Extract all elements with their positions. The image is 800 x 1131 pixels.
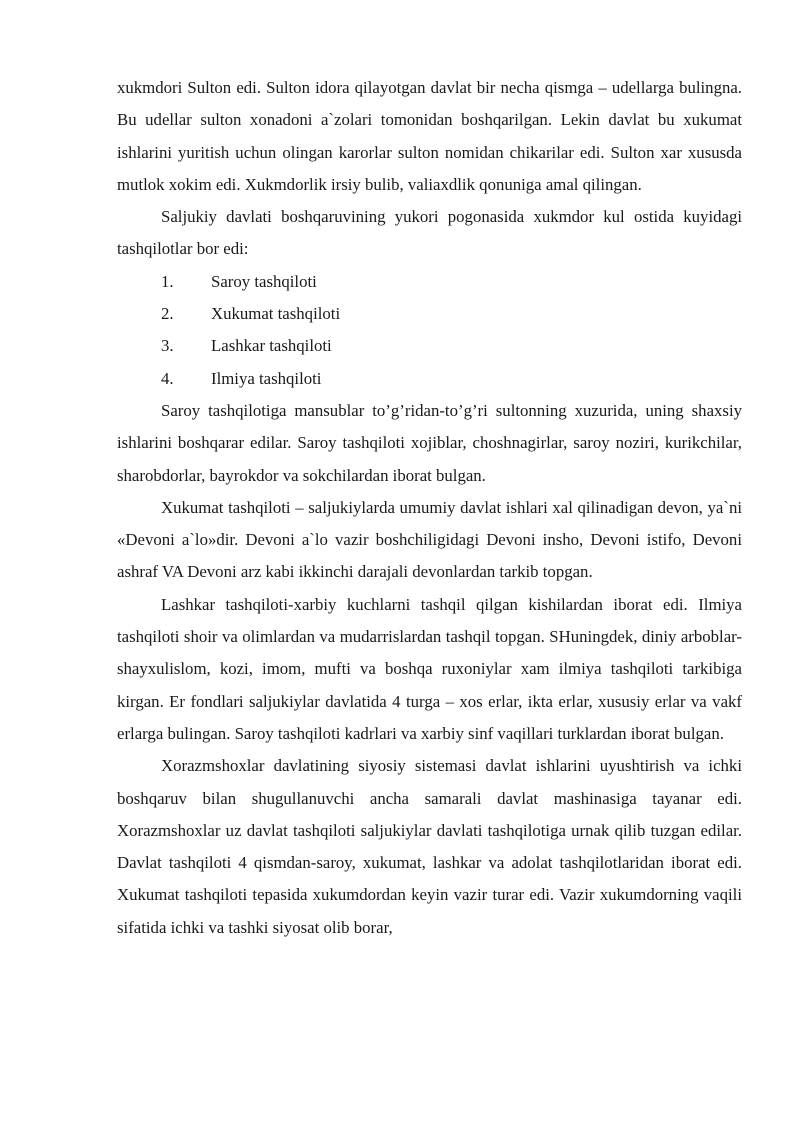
paragraph-1: xukmdori Sulton edi. Sulton idora qilayotgan davlat bir necha qismga – udellarga bulingna. Bu udellar sulton xonadoni a`zolari tomonidan boshqarilgan. Lekin davlat bu xukumat ishlarini yuritish uchun olingan karorlar sulton nomidan chikarilar edi. Sulton xar xususda mutlok xokim edi. Xukmdorlik irsiy bulib, valiaxdlik qonuniga amal qilingan.: [117, 78, 742, 194]
list-item-number: 1.: [161, 271, 174, 291]
list-item-number: 3.: [161, 336, 174, 356]
paragraph-6: Xorazmshoxlar davlatining siyosiy sistemasi davlat ishlarini uyushtirish va ichki boshqaruv bilan shugullanuvchi ancha samarali davlat mashinasiga tayanar edi. Xorazmshoxlar uz davlat tashqiloti saljukiylar davlati tashqilotiga urnak qilib tuzgan edilar. Davlat tashqiloti 4 qismdan-saroy, xukumat, lashkar va adolat tashqilotlaridan iborat edi. Xukumat tashqiloti tepasida xukumdordan keyin vazir turar edi. Vazir xukumdorning vaqili sifatida ichki va tashki siyosat olib borar,: [117, 756, 742, 937]
list-item-label: Lashkar tashqiloti: [211, 336, 332, 356]
list-item-label: Ilmiya tashqiloti: [211, 368, 322, 388]
paragraph-3: Saroy tashqilotiga mansublar to’g’ridan-to’g’ri sultonning xuzurida, uning shaxsiy ishlarini boshqarar edilar. Saroy tashqiloti xojiblar, choshnagirlar, saroy noziri, kurikchilar, sharobdorlar, bayrokdor va sokchilardan iborat bulgan.: [117, 400, 742, 485]
list-item-label: Saroy tashqiloti: [211, 271, 317, 291]
list-item-number: 2.: [161, 304, 174, 324]
list-item-label: Xukumat tashqiloti: [211, 304, 341, 324]
paragraph-2: Saljukiy davlati boshqaruvining yukori pogonasida xukmdor kul ostida kuyidagi tashqilotlar bor edi:: [117, 207, 742, 259]
list-item: [117, 266, 742, 298]
list-item: [117, 330, 742, 362]
organization-list: [117, 266, 742, 395]
list-item: [117, 298, 742, 330]
paragraph-4: Xukumat tashqiloti – saljukiylarda umumiy davlat ishlari xal qilinadigan devon, ya`ni «Devoni a`lo»dir. Devoni a`lo vazir boshchiligidagi Devoni insho, Devoni istifo, Devoni ashraf VA Devoni arz kabi ikkinchi darajali devonlardan tarkib topgan.: [117, 497, 742, 582]
document-body: [117, 72, 742, 944]
list-item: [117, 363, 742, 395]
list-item-number: 4.: [161, 368, 174, 388]
paragraph-5: Lashkar tashqiloti-xarbiy kuchlarni tashqil qilgan kishilardan iborat edi. Ilmiya tashqiloti shoir va olimlardan va mudarrislardan tashqil topgan. SHuningdek, diniy arboblar-shayxulislom, kozi, imom, mufti va boshqa ruxoniylar xam ilmiya tashqiloti tarkibiga kirgan. Er fondlari saljukiylar davlatida 4 turga – xos erlar, ikta erlar, xususiy erlar va vakf erlarga bulingan. Saroy tashqiloti kadrlari va xarbiy sinf vaqillari turklardan iborat bulgan.: [117, 594, 742, 743]
